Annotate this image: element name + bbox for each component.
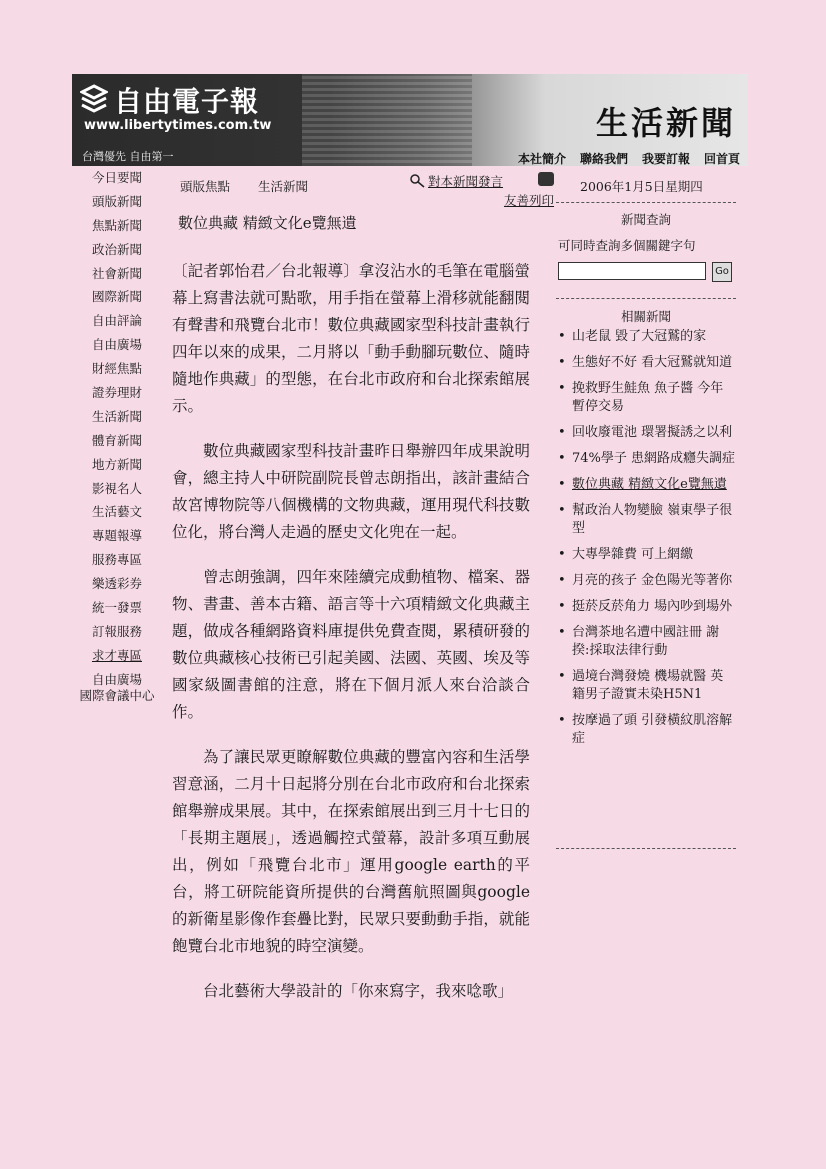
related-item[interactable]: [556, 380, 736, 416]
print-label: 友善列印: [503, 193, 554, 208]
tab-front-page[interactable]: 頭版焦點: [180, 179, 231, 194]
nav-item[interactable]: 影視名人: [91, 480, 142, 496]
search-button[interactable]: Go: [712, 262, 732, 282]
related-item[interactable]: [556, 502, 736, 538]
related-item-label: 過境台灣發燒 機場就醫 英籍男子證實未染H5N1: [572, 669, 724, 702]
related-list: [556, 328, 736, 756]
divider: [556, 202, 736, 203]
site-slogan: 台灣優先 自由第一: [82, 150, 174, 163]
site-url: www.libertytimes.com.tw: [84, 118, 272, 133]
nav-item-conference[interactable]: [72, 672, 162, 704]
nav-item[interactable]: 訂報服務: [91, 623, 142, 639]
contact-link[interactable]: 聯絡我們: [579, 152, 628, 166]
related-item[interactable]: [556, 668, 736, 704]
related-item[interactable]: [556, 624, 736, 660]
search-description: 可同時查詢多個關鍵字句: [558, 238, 696, 253]
nav-item[interactable]: 社會新聞: [91, 265, 142, 281]
logo-icon: [80, 84, 108, 116]
nav-item[interactable]: 國際新聞: [91, 289, 142, 305]
nav-item[interactable]: 焦點新聞: [91, 217, 142, 233]
nav-item[interactable]: 財經焦點: [91, 361, 142, 377]
nav-item[interactable]: 樂透彩券: [91, 576, 142, 592]
related-item-label: 回收廢電池 環署擬誘之以利: [572, 425, 733, 440]
related-item[interactable]: [556, 328, 736, 346]
related-item-label: 台灣茶地名遭中國註冊 謝揆:採取法律行動: [572, 625, 720, 658]
header-photo: [302, 74, 472, 166]
related-item-label: 月亮的孩子 金色陽光等著你: [572, 573, 733, 588]
related-item[interactable]: [556, 354, 736, 372]
date-text: 2006年1月5日星期四: [580, 179, 703, 194]
nav-item-line: 自由廣場: [91, 671, 142, 687]
article-paragraph: 〔記者郭怡君／台北報導〕拿沒沾水的毛筆在電腦螢幕上寫書法就可點歌，用手指在螢幕上滑移就能翻閱有聲書和飛覽台北市！數位典藏國家型科技計畫執行四年以來的成果，二月將以「動手動腳玩數位、隨時隨地作典藏」的型態，在台北市政府和台北探索館展示。: [172, 262, 530, 415]
site-header: [72, 74, 748, 166]
article-body: [172, 258, 530, 1023]
nav-item[interactable]: 自由評論: [91, 313, 142, 329]
related-item[interactable]: [556, 712, 736, 748]
section-title: 生活新聞: [595, 104, 736, 142]
related-item[interactable]: [556, 546, 736, 564]
about-link[interactable]: 本社簡介: [517, 152, 566, 166]
related-item-label: 生態好不好 看大冠鷲就知道: [572, 355, 733, 370]
article-paragraph: 台北藝術大學設計的「你來寫字，我來唸歌」: [203, 982, 514, 1000]
divider: [556, 848, 736, 849]
subscribe-link[interactable]: 我要訂報: [641, 152, 690, 166]
related-title: 相關新聞: [620, 309, 671, 324]
tab-life-news[interactable]: 生活新聞: [258, 179, 309, 194]
nav-item[interactable]: 政治新聞: [91, 241, 142, 257]
related-item-label: 數位典藏 精緻文化e覽無遺: [572, 477, 727, 492]
section-tabs: [180, 177, 308, 195]
nav-item-line: 國際會議中心: [79, 687, 155, 703]
nav-item[interactable]: 統一發票: [91, 600, 142, 616]
nav-item[interactable]: 自由廣場: [91, 337, 142, 353]
nav-item[interactable]: 地方新聞: [91, 456, 142, 472]
site-logo[interactable]: [80, 80, 259, 120]
comment-icon: [409, 174, 425, 188]
divider: [556, 298, 736, 299]
printer-icon: [538, 172, 554, 186]
search-input[interactable]: [558, 262, 706, 280]
nav-item[interactable]: 今日要聞: [91, 170, 142, 185]
related-item-label: 大專學雜費 可上網繳: [572, 547, 694, 562]
feedback-link[interactable]: [409, 172, 503, 190]
nav-item[interactable]: 生活藝文: [91, 504, 142, 520]
nav-item[interactable]: 生活新聞: [91, 408, 142, 424]
related-item-label: 74%學子 患網路成癮失調症: [572, 451, 736, 466]
article-paragraph: 為了讓民眾更瞭解數位典藏的豐富內容和生活學習意涵，二月十日起將分別在台北市政府和台北探索館舉辦成果展。其中，在探索館展出到三月十七日的「長期主題展」，透過觸控式螢幕，設計多項互動展出，例如「飛覽台北市」運用google earth的平台，將工研院能資所提供的台灣舊航照圖與google的新衛星影像作套疊比對，民眾只要動動手指，就能飽覽台北市地貌的時空演變。: [172, 748, 530, 955]
related-item[interactable]: [556, 572, 736, 590]
side-nav: [72, 166, 162, 704]
top-links: [518, 150, 740, 166]
nav-item[interactable]: 體育新聞: [91, 432, 142, 448]
print-link[interactable]: [494, 172, 554, 209]
nav-item[interactable]: 求才專區: [91, 647, 142, 663]
related-item-label: 山老鼠 毀了大冠鷲的家: [572, 329, 707, 344]
related-item-current[interactable]: [556, 476, 736, 494]
related-item[interactable]: [556, 598, 736, 616]
nav-item[interactable]: 專題報導: [91, 528, 142, 544]
nav-item[interactable]: 頭版新聞: [91, 193, 142, 209]
related-item-label: 挺菸反菸角力 場內吵到場外: [572, 599, 733, 614]
related-item[interactable]: [556, 450, 736, 468]
nav-item[interactable]: 證券理財: [91, 385, 142, 401]
related-item[interactable]: [556, 424, 736, 442]
feedback-label: 對本新聞發言: [428, 174, 504, 189]
article-paragraph: 數位典藏國家型科技計畫昨日舉辦四年成果說明會，總主持人中研院副院長曾志朗指出，該計畫結合故宮博物院等八個機構的文物典藏，運用現代科技數位化，將台灣人走過的歷史文化兜在一起。: [172, 442, 530, 541]
home-link[interactable]: 回首頁: [703, 152, 740, 166]
search-title: 新聞查詢: [620, 212, 671, 227]
nav-item[interactable]: 服務專區: [91, 552, 142, 568]
related-item-label: 幫政治人物變臉 嶺東學子很型: [572, 503, 733, 536]
article-paragraph: 曾志朗強調，四年來陸續完成動植物、檔案、器物、書畫、善本古籍、語言等十六項精緻文化典藏主題，做成各種網路資料庫提供免費查閱，累積研發的數位典藏核心技術已引起美國、法國、英國、埃及等國家級圖書館的注意，將在下個月派人來台洽談合作。: [172, 568, 530, 721]
related-item-label: 按摩過了頭 引發橫紋肌溶解症: [572, 713, 733, 746]
logo-text: 自由電子報: [114, 85, 260, 118]
article-title: 數位典藏 精緻文化e覽無遺: [178, 214, 357, 232]
related-item-label: 挽救野生鮭魚 魚子醬 今年暫停交易: [572, 381, 724, 414]
